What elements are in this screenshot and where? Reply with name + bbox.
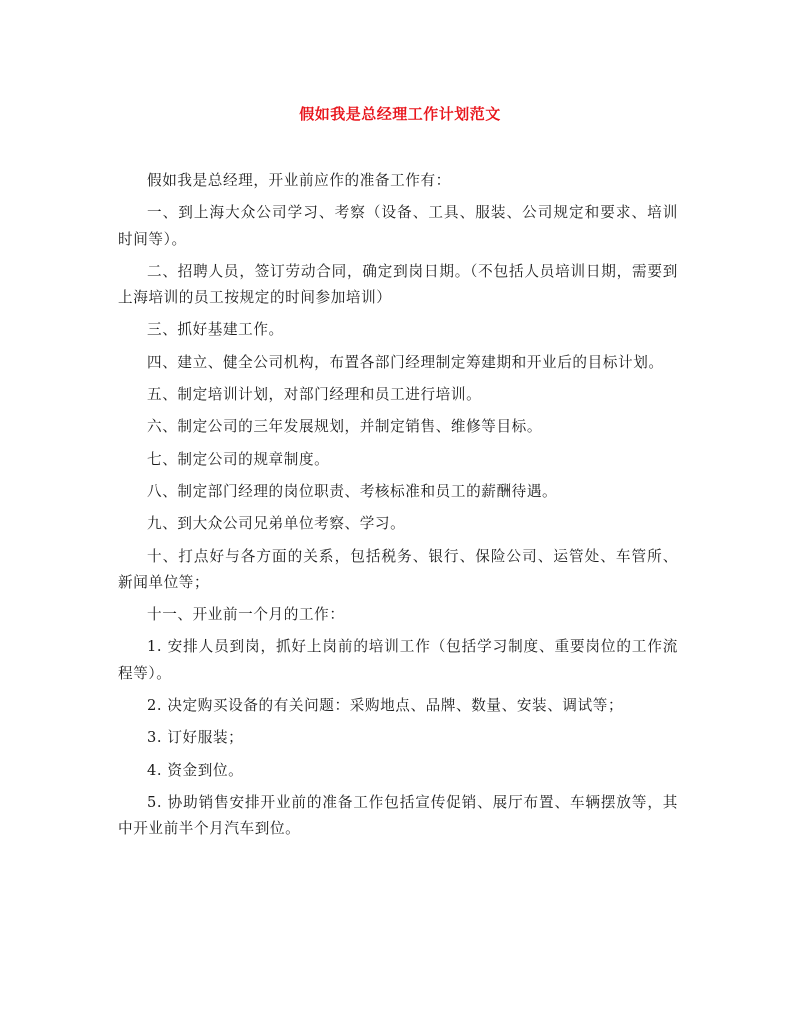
paragraph: 假如我是总经理，开业前应作的准备工作有：: [147, 172, 451, 189]
numbered-item: 1. 安排人员到岗，抓好上岗前的培训工作（包括学习制度、重要岗位的工作流程等）。: [118, 638, 678, 682]
paragraph: 一、到上海大众公司学习、考察（设备、工具、服装、公司规定和要求、培训时间等）。: [118, 204, 678, 248]
numbered-item: 3. 订好服装；: [147, 729, 244, 747]
paragraph: 三、抓好基建工作。: [147, 321, 284, 339]
paragraph: 二、招聘人员，签订劳动合同，确定到岗日期。（不包括人员培训日期，需要到上海培训的员工按规定的时间参加培训）: [118, 262, 678, 307]
numbered-item: 4. 资金到位。: [147, 761, 244, 779]
paragraph: 四、建立、健全公司机构，布置各部门经理制定筹建期和开业后的目标计划。: [147, 353, 664, 371]
paragraph: 六、制定公司的三年发展规划，并制定销售、维修等目标。: [147, 418, 543, 436]
document-body: [118, 168, 678, 849]
paragraph: 七、制定公司的规章制度。: [147, 450, 330, 468]
paragraph: 五、制定培训计划，对部门经理和员工进行培训。: [147, 386, 482, 404]
numbered-item: 2. 决定购买设备的有关问题：采购地点、品牌、数量、安装、调试等；: [147, 697, 624, 715]
numbered-item: 5. 协助销售安排开业前的准备工作包括宣传促销、展厅布置、车辆摆放等，其中开业前半个月汽车到位。: [118, 793, 678, 838]
paragraph: 十一、开业前一个月的工作：: [147, 606, 345, 624]
document-title: 假如我是总经理工作计划范文: [299, 105, 501, 123]
paragraph: 八、制定部门经理的岗位职责、考核标准和员工的薪酬待遇。: [147, 482, 558, 500]
paragraph: 九、到大众公司兄弟单位考察、学习。: [147, 515, 406, 533]
paragraph: 十、打点好与各方面的关系，包括税务、银行、保险公司、运管处、车管所、新闻单位等；: [118, 547, 678, 591]
